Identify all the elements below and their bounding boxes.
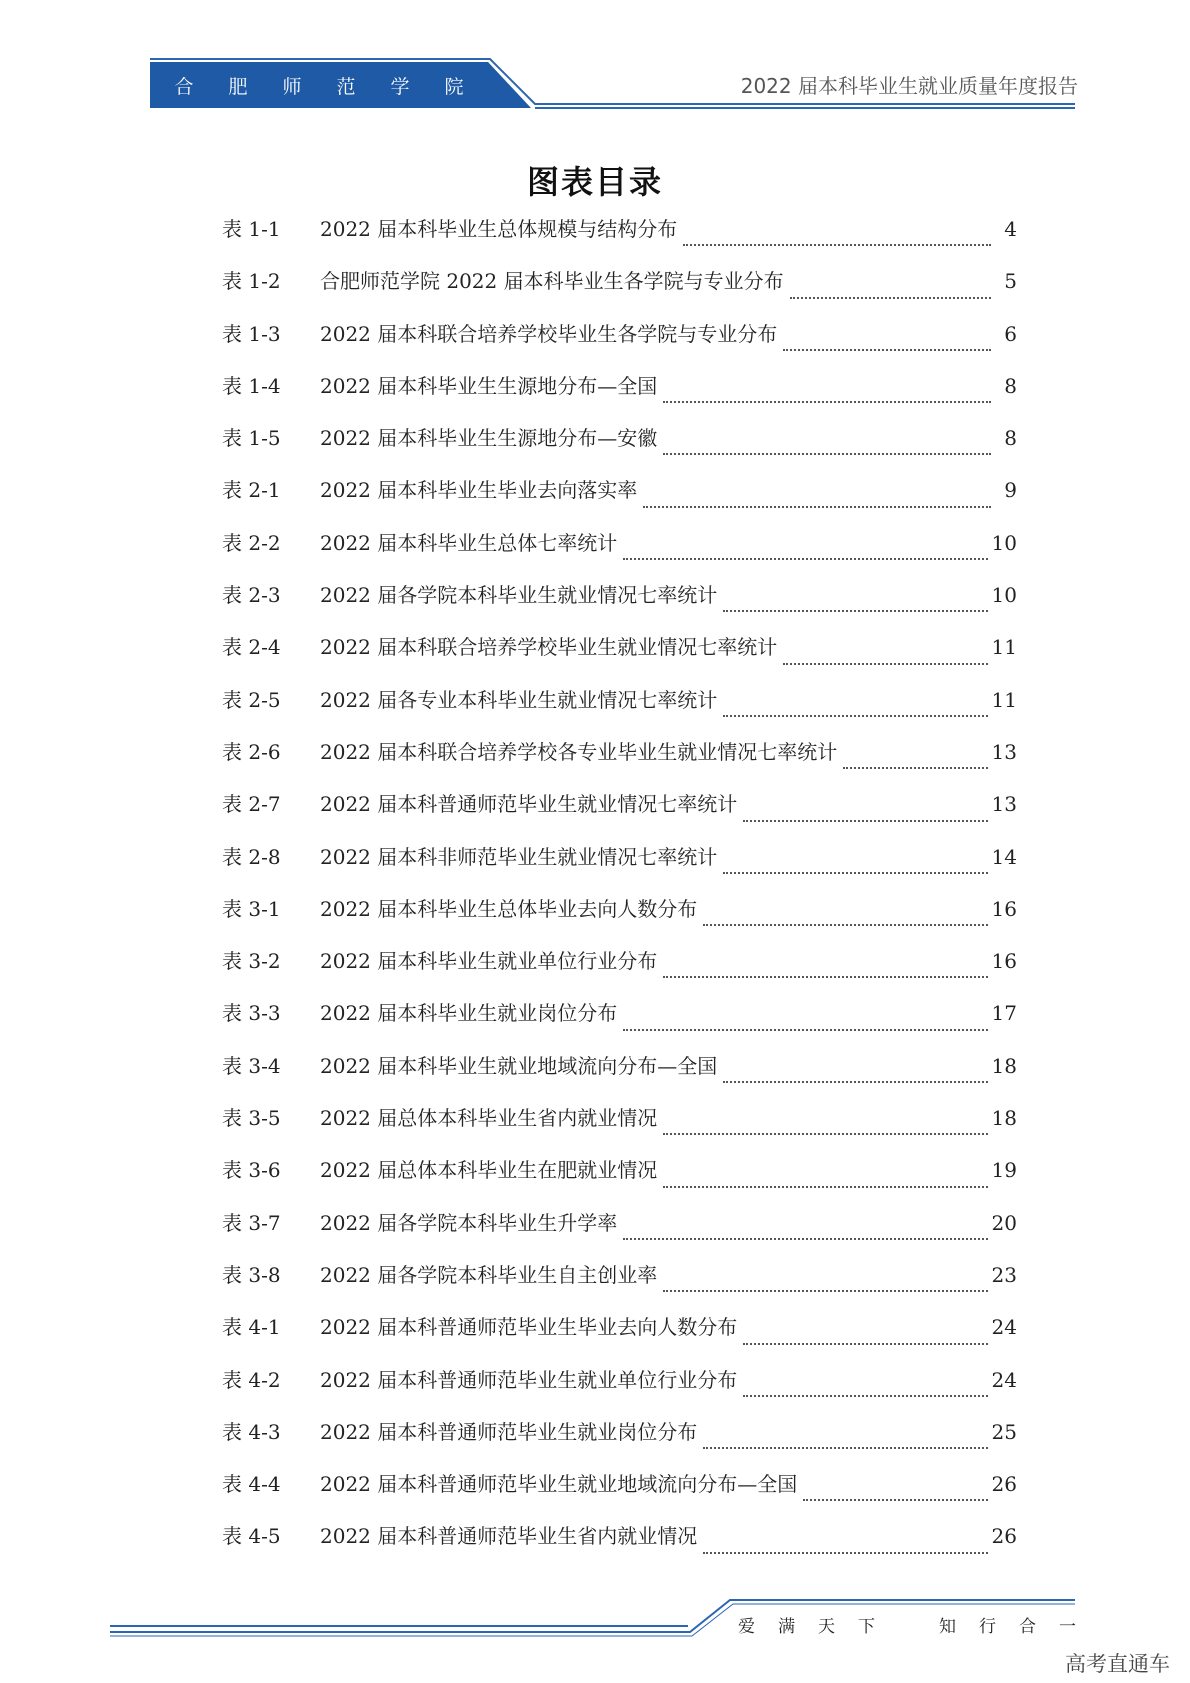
toc-entry-page: 8 [1004, 426, 1017, 451]
toc-leader-dots [703, 924, 987, 926]
toc-entry-title: 2022 届本科普通师范毕业生就业单位行业分布 [320, 1367, 738, 1392]
toc-entry-label: 表 3-8 [222, 1262, 281, 1287]
footer-motto [738, 1612, 1076, 1637]
toc-entry-page: 24 [991, 1315, 1017, 1340]
toc-entry[interactable] [222, 579, 1017, 631]
toc-leader-dots [723, 1081, 987, 1083]
toc-entry-label: 表 1-3 [222, 321, 281, 346]
toc-entry-label: 表 2-4 [222, 635, 281, 660]
toc-entry[interactable] [222, 370, 1017, 422]
motto-char: 合 [1019, 1617, 1036, 1637]
toc-leader-dots [643, 506, 991, 508]
toc-leader-dots [790, 297, 991, 299]
toc-leader-dots [723, 610, 987, 612]
school-char: 范 [336, 75, 358, 98]
toc-entry-label: 表 3-3 [222, 1001, 281, 1026]
toc-entry-title: 2022 届本科毕业生毕业去向落实率 [320, 478, 638, 503]
toc-entry-label: 表 2-2 [222, 530, 281, 555]
toc-leader-dots [663, 401, 991, 403]
toc-leader-dots [743, 820, 987, 822]
toc-entry-title: 2022 届本科普通师范毕业生省内就业情况 [320, 1524, 698, 1549]
toc-entry[interactable] [222, 422, 1017, 474]
toc-leader-dots [663, 1290, 987, 1292]
toc-entry-page: 5 [1004, 269, 1017, 294]
motto-right [939, 1612, 1076, 1637]
report-title: 2022 届本科毕业生就业质量年度报告 [740, 74, 1078, 98]
toc-entry[interactable] [222, 736, 1017, 788]
toc-leader-dots [663, 1133, 987, 1135]
motto-char: 天 [818, 1617, 835, 1637]
toc-entry-page: 19 [991, 1158, 1017, 1183]
toc-entry-title: 2022 届各学院本科毕业生自主创业率 [320, 1262, 658, 1287]
toc-entry-title: 2022 届本科联合培养学校毕业生就业情况七率统计 [320, 635, 778, 660]
toc-entry-label: 表 4-3 [222, 1419, 281, 1444]
toc-entry[interactable] [222, 1207, 1017, 1259]
toc-entry-page: 11 [991, 687, 1017, 712]
toc-entry-page: 16 [991, 896, 1017, 921]
toc-entry-page: 6 [1004, 321, 1017, 346]
toc-entry[interactable] [222, 945, 1017, 997]
motto-char: 行 [979, 1617, 996, 1637]
motto-char: 满 [778, 1617, 795, 1637]
toc-leader-dots [723, 715, 987, 717]
toc-entry-label: 表 4-1 [222, 1315, 281, 1340]
toc-entry-page: 25 [991, 1419, 1017, 1444]
motto-char: 一 [1059, 1617, 1076, 1637]
toc-entry[interactable] [222, 1050, 1017, 1102]
toc-entry-title: 2022 届本科普通师范毕业生就业地域流向分布—全国 [320, 1472, 798, 1497]
toc-leader-dots [683, 244, 991, 246]
toc-entry[interactable] [222, 318, 1017, 370]
toc-entry-label: 表 2-8 [222, 844, 281, 869]
school-char: 学 [390, 75, 412, 98]
toc-entry-title: 2022 届本科毕业生就业单位行业分布 [320, 949, 658, 974]
toc-entry-title: 2022 届本科普通师范毕业生毕业去向人数分布 [320, 1315, 738, 1340]
toc-entry-page: 11 [991, 635, 1017, 660]
toc-entry[interactable] [222, 684, 1017, 736]
page-title: 图表目录 [526, 163, 663, 201]
toc-entry-title: 2022 届本科普通师范毕业生就业岗位分布 [320, 1419, 698, 1444]
toc-entry-page: 20 [991, 1210, 1017, 1235]
toc-entry[interactable] [222, 788, 1017, 840]
toc-leader-dots [623, 1238, 987, 1240]
toc-entry[interactable] [222, 1154, 1017, 1206]
toc-entry-page: 26 [991, 1472, 1017, 1497]
toc-entry-title: 2022 届本科毕业生生源地分布—全国 [320, 373, 658, 398]
toc-entry[interactable] [222, 1259, 1017, 1311]
toc-entry[interactable] [222, 527, 1017, 579]
school-char: 肥 [228, 75, 250, 98]
toc-entry-label: 表 2-5 [222, 687, 281, 712]
toc-entry-page: 8 [1004, 373, 1017, 398]
toc-entry-label: 表 3-2 [222, 949, 281, 974]
toc-entry-page: 13 [991, 792, 1017, 817]
toc-entry-title: 2022 届本科毕业生总体七率统计 [320, 530, 618, 555]
toc-entry-title: 2022 届总体本科毕业生省内就业情况 [320, 1106, 658, 1131]
toc-entry-label: 表 2-3 [222, 583, 281, 608]
toc-entry-label: 表 3-6 [222, 1158, 281, 1183]
toc-entry-label: 表 3-5 [222, 1106, 281, 1131]
toc-entry[interactable] [222, 1520, 1017, 1572]
toc-leader-dots [743, 1395, 987, 1397]
toc-entry-page: 9 [1004, 478, 1017, 503]
school-char: 师 [282, 75, 304, 98]
toc-leader-dots [783, 663, 987, 665]
toc-entry-label: 表 3-1 [222, 896, 281, 921]
toc-leader-dots [723, 872, 987, 874]
toc-entry-label: 表 1-2 [222, 269, 281, 294]
toc-entry-page: 13 [991, 739, 1017, 764]
toc-entry-title: 2022 届各学院本科毕业生升学率 [320, 1210, 618, 1235]
toc-entry-page: 26 [991, 1524, 1017, 1549]
toc-leader-dots [843, 767, 987, 769]
toc-leader-dots [663, 976, 987, 978]
toc-entry-page: 16 [991, 949, 1017, 974]
toc-entry-title: 2022 届各学院本科毕业生就业情况七率统计 [320, 583, 718, 608]
toc-entry[interactable] [222, 1311, 1017, 1363]
toc-entry[interactable] [222, 265, 1017, 317]
toc-leader-dots [703, 1447, 987, 1449]
toc-entry-title: 2022 届本科毕业生总体毕业去向人数分布 [320, 896, 698, 921]
toc-entry-page: 4 [1004, 217, 1017, 241]
toc-entry-label: 表 4-4 [222, 1472, 281, 1497]
toc-leader-dots [623, 1029, 987, 1031]
toc-entry-page: 24 [991, 1367, 1017, 1392]
toc-entry-title: 2022 届本科普通师范毕业生就业情况七率统计 [320, 792, 738, 817]
toc-entry-label: 表 3-7 [222, 1210, 281, 1235]
toc-entry-page: 10 [991, 530, 1017, 555]
toc-entry-page: 23 [991, 1262, 1017, 1287]
toc-entry-label: 表 3-4 [222, 1053, 281, 1078]
toc-entry-title: 2022 届本科联合培养学校毕业生各学院与专业分布 [320, 321, 778, 346]
toc-entry[interactable] [222, 213, 1017, 265]
toc-entry-label: 表 1-1 [222, 217, 281, 241]
toc-leader-dots [743, 1343, 987, 1345]
motto-char: 下 [858, 1617, 875, 1637]
toc-entry-title: 2022 届本科毕业生就业岗位分布 [320, 1001, 618, 1026]
toc-leader-dots [783, 349, 991, 351]
toc-entry[interactable] [222, 1364, 1017, 1416]
toc-entry-title: 2022 届总体本科毕业生在肥就业情况 [320, 1158, 658, 1183]
toc-entry-page: 18 [991, 1106, 1017, 1131]
toc-entry-label: 表 1-5 [222, 426, 281, 451]
toc-entry[interactable] [222, 631, 1017, 683]
toc-entry[interactable] [222, 1102, 1017, 1154]
toc-entry[interactable] [222, 1416, 1017, 1468]
toc-entry-label: 表 4-2 [222, 1367, 281, 1392]
toc-leader-dots [703, 1552, 987, 1554]
toc-entry-page: 18 [991, 1053, 1017, 1078]
school-name [150, 62, 490, 108]
toc-entry-label: 表 4-5 [222, 1524, 281, 1549]
toc-leader-dots [663, 453, 991, 455]
toc-entry-title: 2022 届本科毕业生就业地域流向分布—全国 [320, 1053, 718, 1078]
toc-entry-title: 2022 届本科毕业生总体规模与结构分布 [320, 217, 678, 241]
toc-entry-label: 表 2-6 [222, 739, 281, 764]
toc-entry[interactable] [222, 893, 1017, 945]
toc-entry-title: 2022 届各专业本科毕业生就业情况七率统计 [320, 687, 718, 712]
toc-entry[interactable] [222, 1468, 1017, 1520]
toc-entry-title: 2022 届本科联合培养学校各专业毕业生就业情况七率统计 [320, 739, 838, 764]
school-char: 合 [174, 75, 196, 98]
toc-entry[interactable] [222, 841, 1017, 893]
toc-entry-title: 2022 届本科非师范毕业生就业情况七率统计 [320, 844, 718, 869]
toc-leader-dots [663, 1186, 987, 1188]
motto-char: 知 [939, 1617, 956, 1637]
school-char: 院 [444, 75, 466, 98]
toc-entry-page: 10 [991, 583, 1017, 608]
toc-leader-dots [803, 1499, 987, 1501]
toc-entry-label: 表 1-4 [222, 373, 281, 398]
toc-entry-page: 14 [991, 844, 1017, 869]
toc-entry-label: 表 2-1 [222, 478, 281, 503]
toc-leader-dots [623, 558, 987, 560]
watermark: 高考直通车 [1065, 1652, 1170, 1676]
toc-entry-title: 合肥师范学院 2022 届本科毕业生各学院与专业分布 [320, 269, 784, 294]
motto-char: 爱 [738, 1617, 755, 1637]
toc-entry[interactable] [222, 997, 1017, 1049]
table-of-contents [222, 213, 1017, 1573]
toc-entry[interactable] [222, 474, 1017, 526]
toc-entry-page: 17 [991, 1001, 1017, 1026]
motto-left [738, 1612, 875, 1637]
toc-entry-title: 2022 届本科毕业生生源地分布—安徽 [320, 426, 658, 451]
toc-entry-label: 表 2-7 [222, 792, 281, 817]
